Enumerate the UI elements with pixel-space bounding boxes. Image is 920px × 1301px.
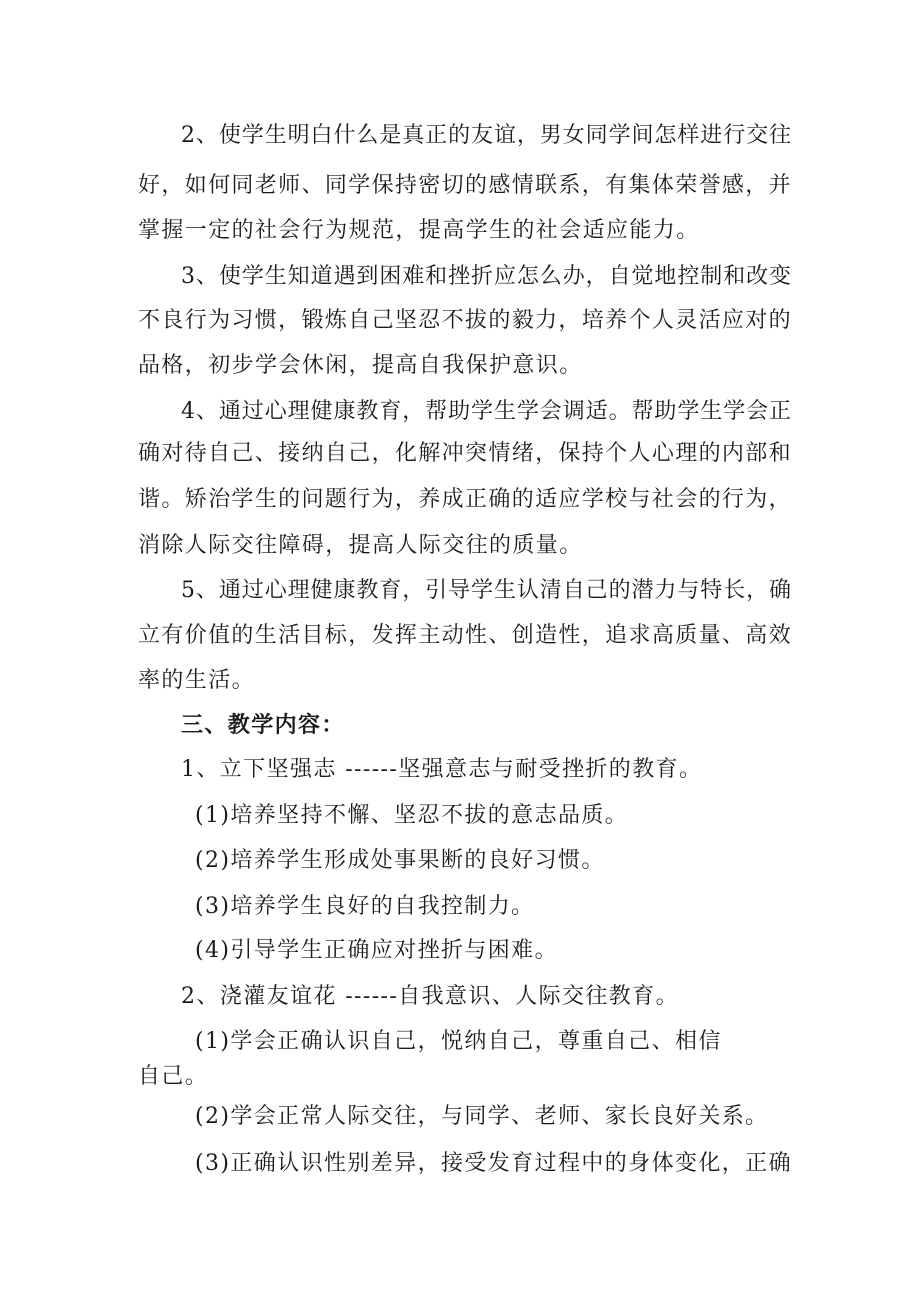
para5-line3: 率的生活。 — [138, 668, 256, 693]
topic2-item1-line2: 自己。 — [138, 1064, 209, 1089]
para5-line1: 5、通过心理健康教育，引导学生认清自己的潜力与特长，确 — [181, 578, 792, 603]
para3-line1: 3、使学生知道遇到困难和挫折应怎么办，自觉地控制和改变 — [181, 264, 792, 289]
para2-line3: 掌握一定的社会行为规范，提高学生的社会适应能力。 — [138, 218, 700, 243]
topic1-item4: (4)引导学生正确应对挫折与困难。 — [195, 938, 558, 963]
para2-line1: 2、使学生明白什么是真正的友谊，男女同学间怎样进行交往 — [181, 123, 792, 148]
topic1-item1: (1)培养坚持不懈、坚忍不拔的意志品质。 — [195, 803, 629, 828]
section-heading: 三、教学内容： — [181, 712, 345, 738]
para2-line2: 好，如何同老师、同学保持密切的感情联系，有集体荣誉感，并 — [138, 173, 792, 198]
topic2-item1-line1: (1)学会正确认识自己，悦纳自己，尊重自己、相信 — [195, 1029, 722, 1054]
topic1-item2: (2)培养学生形成处事果断的良好习惯。 — [195, 848, 605, 873]
para4-line1: 4、通过心理健康教育，帮助学生学会调适。帮助学生学会正 — [181, 399, 792, 424]
para3-line3: 品格，初步学会休闲，提高自我保护意识。 — [138, 353, 583, 378]
topic2-item3: (3)正确认识性别差异，接受发育过程中的身体变化，正确 — [195, 1151, 792, 1176]
topic1-title: 1、立下坚强志 ------坚强意志与耐受挫折的教育。 — [181, 757, 703, 782]
topic2-title: 2、浇灌友谊花 ------自我意识、人际交往教育。 — [181, 984, 679, 1009]
para5-line2: 立有价值的生活目标，发挥主动性、创造性，追求高质量、高效 — [138, 623, 792, 648]
topic2-item2: (2)学会正常人际交往，与同学、老师、家长良好关系。 — [195, 1104, 769, 1129]
para4-line3: 谐。矫治学生的问题行为，养成正确的适应学校与社会的行为， — [138, 487, 792, 512]
para3-line2: 不良行为习惯，锻炼自己坚忍不拔的毅力，培养个人灵活应对的 — [138, 308, 792, 333]
para4-line4: 消除人际交往障碍，提高人际交往的质量。 — [138, 533, 583, 558]
topic1-item3: (3)培养学生良好的自我控制力。 — [195, 894, 535, 919]
para4-line2: 确对待自己、接纳自己，化解冲突情绪，保持个人心理的内部和 — [138, 441, 792, 466]
